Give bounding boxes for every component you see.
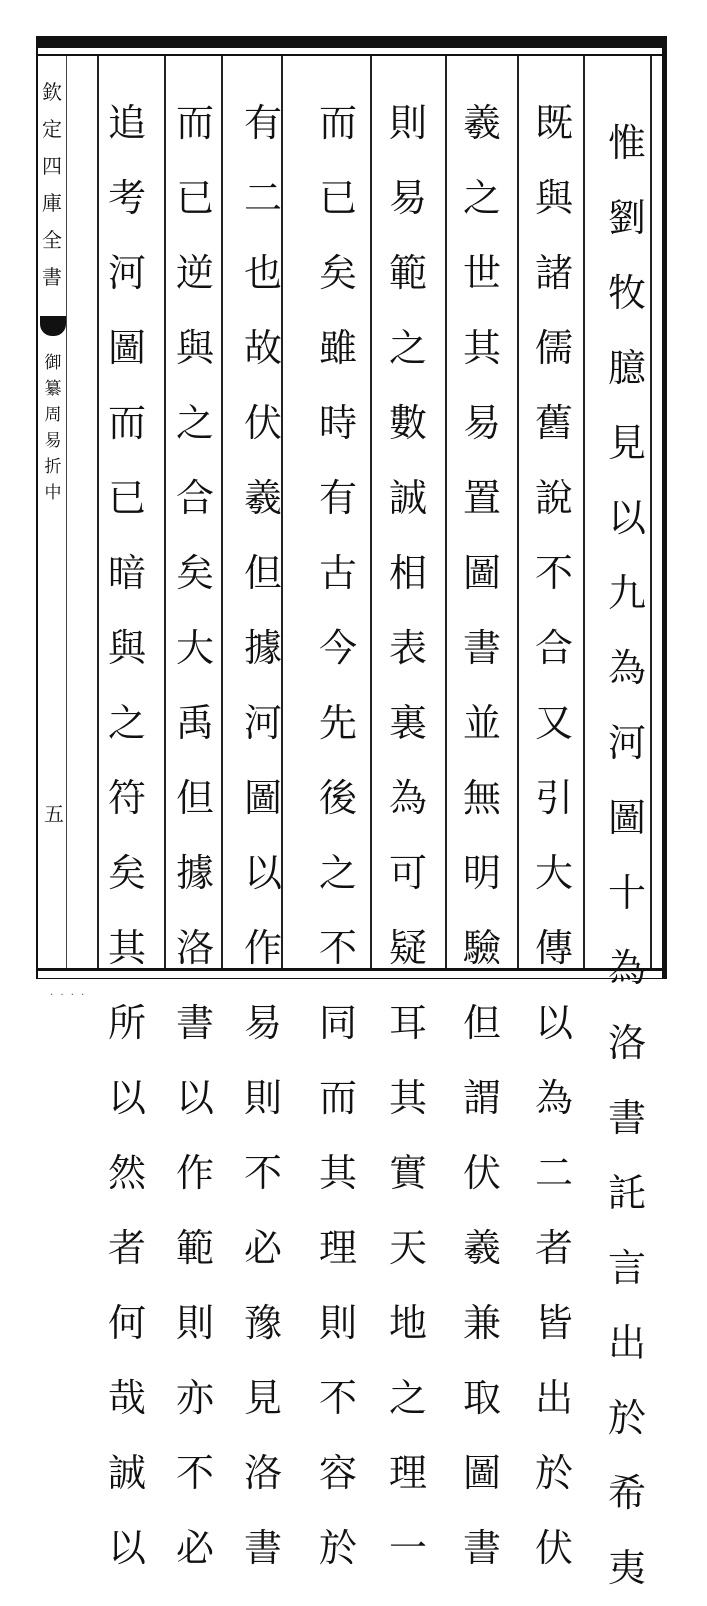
character: 河 [607,721,646,765]
left-border [36,36,38,979]
book-title [42,350,64,506]
character: 後 [318,776,357,820]
character: 既 [534,101,573,145]
character: 容 [318,1451,357,1495]
margin-divider [66,56,67,968]
character: 雖 [318,326,357,370]
character: 以 [107,1076,146,1120]
character: 驗 [462,926,501,970]
top-border [36,36,667,48]
character: 大 [175,626,214,670]
character: 者 [534,1226,573,1270]
character: 並 [462,701,501,745]
character: 言 [607,1246,646,1290]
character: 書 [243,1526,282,1570]
character: 天 [388,1226,427,1270]
character: 但 [243,551,282,595]
character: 圖 [243,776,282,820]
character: 矣 [107,851,146,895]
character: 但 [462,1001,501,1045]
text-column [173,86,217,1586]
character: 而 [318,1076,357,1120]
character: 取 [462,1376,501,1420]
character: 有 [243,101,282,145]
character: 逆 [175,251,214,295]
character: 說 [534,476,573,520]
text-column [105,86,149,1586]
column-divider [445,56,447,968]
bottom-marks: · · · · [50,990,87,1001]
character: 追 [107,101,146,145]
character: 但 [175,776,214,820]
character: 地 [388,1301,427,1345]
character: 伏 [243,401,282,445]
character: 出 [607,1321,646,1365]
character: 其 [462,326,501,370]
character: 合 [175,476,214,520]
character: 於 [607,1396,646,1440]
right-border [662,36,667,979]
character: 作 [175,1151,214,1195]
character: 書 [462,1526,501,1570]
character: 羲 [462,1226,501,1270]
text-column [605,106,649,1606]
character: 謂 [462,1076,501,1120]
character: 以 [534,1001,573,1045]
text-column [532,86,576,1586]
margin-title-char: 四 [42,154,62,178]
character: 則 [388,101,427,145]
character: 二 [534,1151,573,1195]
character: 於 [534,1451,573,1495]
character: 為 [607,646,646,690]
column-divider [370,56,372,968]
character: 其 [107,926,146,970]
character: 不 [534,551,573,595]
character: 無 [462,776,501,820]
character: 豫 [243,1301,282,1345]
character: 範 [175,1226,214,1270]
character: 圖 [462,551,501,595]
character: 圖 [462,1451,501,1495]
character: 於 [318,1526,357,1570]
character: 劉 [607,196,646,240]
character: 數 [388,401,427,445]
character: 理 [388,1451,427,1495]
character: 出 [534,1376,573,1420]
character: 以 [107,1526,146,1570]
character: 伏 [462,1151,501,1195]
book-title-char: 折 [44,457,62,477]
character: 之 [318,851,357,895]
character: 有 [318,476,357,520]
character: 而 [318,101,357,145]
character: 不 [243,1151,282,1195]
character: 以 [175,1076,214,1120]
character: 時 [318,401,357,445]
book-title-char: 易 [44,431,62,451]
character: 見 [607,421,646,465]
character: 據 [175,851,214,895]
character: 兼 [462,1301,501,1345]
character: 已 [175,176,214,220]
column-divider [221,56,223,968]
character: 矣 [175,551,214,595]
character: 易 [243,1001,282,1045]
character: 惟 [607,121,646,165]
character: 暗 [107,551,146,595]
column-divider [650,56,652,968]
character: 表 [388,626,427,670]
character: 明 [462,851,501,895]
character: 範 [388,251,427,295]
text-column [460,86,504,1586]
character: 為 [534,1076,573,1120]
character: 引 [534,776,573,820]
character: 以 [607,496,646,540]
character: 牧 [607,271,646,315]
character: 其 [318,1151,357,1195]
character: 諸 [534,251,573,295]
character: 其 [388,1076,427,1120]
character: 九 [607,571,646,615]
character: 易 [388,176,427,220]
character: 之 [388,1376,427,1420]
column-divider [97,56,99,968]
character: 今 [318,626,357,670]
book-title-char: 纂 [44,379,62,399]
character: 羲 [243,476,282,520]
book-title-char: 中 [44,483,62,503]
character: 洛 [243,1451,282,1495]
character: 相 [388,551,427,595]
character: 而 [175,101,214,145]
character: 洛 [175,926,214,970]
character: 儒 [534,326,573,370]
text-column [316,86,360,1586]
character: 不 [318,926,357,970]
character: 世 [462,251,501,295]
character: 二 [243,176,282,220]
character: 故 [243,326,282,370]
leaf-number: 五 [44,802,64,826]
text-column [241,86,285,1586]
character: 為 [607,946,646,990]
character: 舊 [534,401,573,445]
margin-title-char: 全 [42,228,62,252]
character: 作 [243,926,282,970]
character: 也 [243,251,282,295]
fishtail-mark [40,316,66,336]
character: 可 [388,851,427,895]
character: 實 [388,1151,427,1195]
character: 不 [318,1376,357,1420]
character: 先 [318,701,357,745]
character: 已 [107,476,146,520]
margin-title-char: 書 [42,265,62,289]
character: 託 [607,1171,646,1215]
character: 而 [107,401,146,445]
character: 誠 [107,1451,146,1495]
character: 為 [388,776,427,820]
column-divider [583,56,585,968]
character: 河 [107,251,146,295]
margin-title-char: 庫 [42,191,62,215]
character: 洛 [607,1021,646,1065]
character: 已 [318,176,357,220]
character: 河 [243,701,282,745]
character: 必 [243,1226,282,1270]
character: 置 [462,476,501,520]
margin-title-char: 定 [42,117,62,141]
character: 伏 [534,1526,573,1570]
character: 然 [107,1151,146,1195]
top-border-inner [36,54,667,56]
character: 矣 [318,251,357,295]
character: 臆 [607,346,646,390]
character: 則 [318,1301,357,1345]
character: 所 [107,1001,146,1045]
character: 古 [318,551,357,595]
character: 與 [107,626,146,670]
character: 易 [462,401,501,445]
character: 耳 [388,1001,427,1045]
character: 則 [175,1301,214,1345]
character: 之 [462,176,501,220]
character: 亦 [175,1376,214,1420]
character: 與 [534,176,573,220]
margin-title [40,74,64,296]
column-divider [517,56,519,968]
character: 之 [388,326,427,370]
character: 同 [318,1001,357,1045]
character: 以 [243,851,282,895]
character: 見 [243,1376,282,1420]
character: 書 [462,626,501,670]
character: 之 [175,401,214,445]
character: 與 [175,326,214,370]
character: 合 [534,626,573,670]
character: 不 [175,1451,214,1495]
character: 大 [534,851,573,895]
character: 傳 [534,926,573,970]
margin-title-char: 欽 [42,80,62,104]
character: 又 [534,701,573,745]
character: 符 [107,776,146,820]
character: 裏 [388,701,427,745]
character: 夷 [607,1546,646,1590]
character: 禹 [175,701,214,745]
character: 希 [607,1471,646,1515]
character: 書 [175,1001,214,1045]
character: 者 [107,1226,146,1270]
character: 據 [243,626,282,670]
character: 哉 [107,1376,146,1420]
character: 圖 [107,326,146,370]
book-title-char: 御 [44,353,62,373]
character: 理 [318,1226,357,1270]
character: 考 [107,176,146,220]
character: 十 [607,871,646,915]
character: 之 [107,701,146,745]
book-title-char: 周 [44,405,62,425]
character: 圖 [607,796,646,840]
character: 誠 [388,476,427,520]
character: 必 [175,1526,214,1570]
character: 一 [388,1526,427,1570]
character: 皆 [534,1301,573,1345]
character: 羲 [462,101,501,145]
character: 書 [607,1096,646,1140]
character: 則 [243,1076,282,1120]
character: 疑 [388,926,427,970]
text-column [386,86,430,1586]
column-divider [164,56,166,968]
character: 何 [107,1301,146,1345]
